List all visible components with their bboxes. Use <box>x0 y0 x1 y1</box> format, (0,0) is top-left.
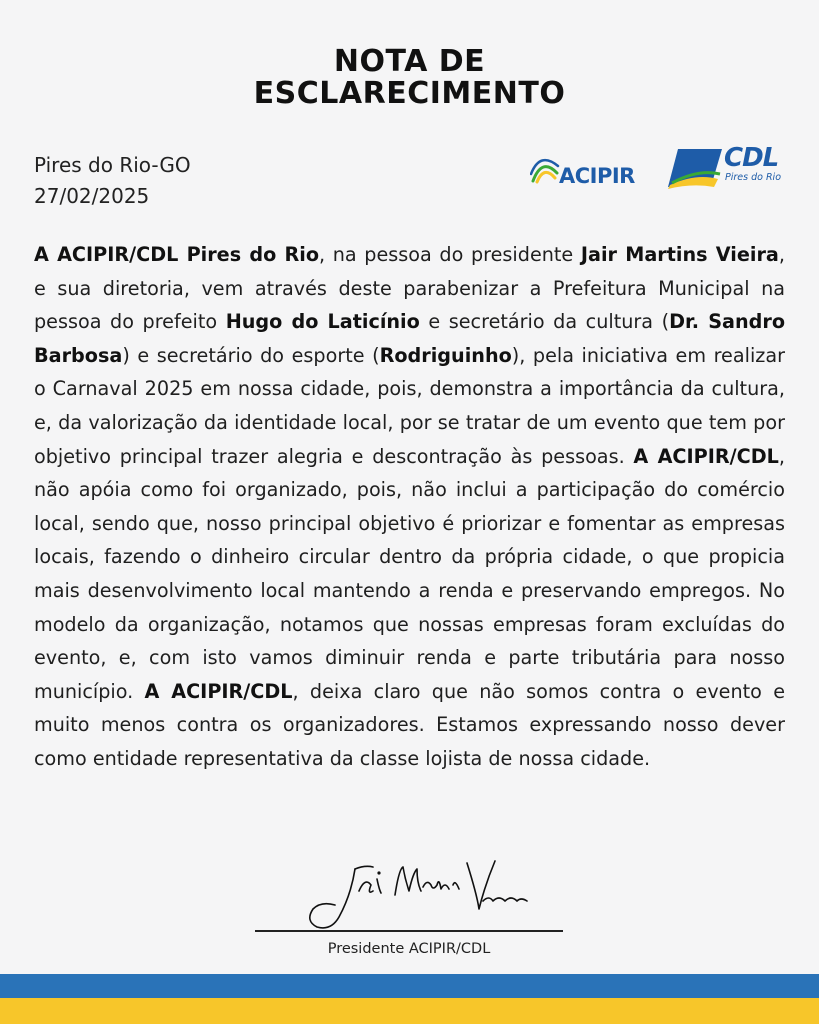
title-line-1: NOTA DE <box>333 44 486 79</box>
body-span: , não apóia como foi organizado, pois, não inclui a participação do comércio local, sendo que, nosso principal objetivo é priorizar e fomentar as empresas locais, fazendo o dinheiro circular dentro da própria cidade, o que propicia mais desenvolvimento local mantendo a renda e preservando empregos. No modelo da organização, notamos que nossas empresas foram excluídas do evento, e, com isto vamos diminuir renda e parte tributária para nosso município. <box>34 444 785 703</box>
org-name: A ACIPIR/CDL <box>144 679 293 703</box>
footer-stripe-yellow <box>0 998 819 1024</box>
statement-paragraph <box>34 238 785 776</box>
page-title <box>0 46 819 110</box>
body-span: , deixa claro que não somos contra o evento e muito menos contra os organizadores. Estamos expressando nosso dever como entidade representativa da classe lojista de nossa cidade. <box>34 679 786 770</box>
date: 27/02/2025 <box>34 184 150 208</box>
culture-secretary-name: Dr. Sandro Barbosa <box>34 310 785 367</box>
president-name: Jair Martins Vieira <box>580 243 779 266</box>
signature-label: Presidente ACIPIR/CDL <box>327 941 491 957</box>
org-name: A ACIPIR/CDL Pires do Rio <box>34 243 320 266</box>
signature-line <box>255 930 563 932</box>
cdl-logo-subtitle: Pires do Rio <box>725 172 782 183</box>
body-span: e secretário da cultura ( <box>419 310 670 334</box>
meta-block <box>34 150 191 212</box>
logos <box>530 145 790 195</box>
body-span: , na pessoa do presidente <box>319 243 581 266</box>
acipir-logo-text: ACIPIR <box>559 164 635 188</box>
sports-secretary-name: Rodriguinho <box>379 343 512 367</box>
body-span: ) e secretário do esporte ( <box>122 343 380 367</box>
body-span: ), pela iniciativa em realizar o Carnaval 2025 em nossa cidade, pois, demonstra a importância da cultura, e, da valorização da identidade local, por se tratar de um evento que tem por objetivo principal trazer alegria e descontração às pessoas. <box>34 343 785 468</box>
org-name: A ACIPIR/CDL <box>633 444 779 468</box>
acipir-logo <box>530 151 656 191</box>
cdl-emblem-icon <box>668 147 724 193</box>
cdl-logo-text: CDL <box>724 143 779 173</box>
handwritten-signature <box>255 855 565 935</box>
footer-stripe-blue <box>0 974 819 998</box>
title-line-2: ESCLARECIMENTO <box>253 76 566 111</box>
signature-block <box>255 855 565 965</box>
acipir-arc-icon <box>530 153 560 185</box>
cdl-logo <box>668 145 788 193</box>
body-span: , e sua diretoria, vem através deste parabenizar a Prefeitura Municipal na pessoa do prefeito <box>34 243 785 334</box>
location: Pires do Rio-GO <box>34 153 191 177</box>
mayor-name: Hugo do Laticínio <box>225 310 420 334</box>
